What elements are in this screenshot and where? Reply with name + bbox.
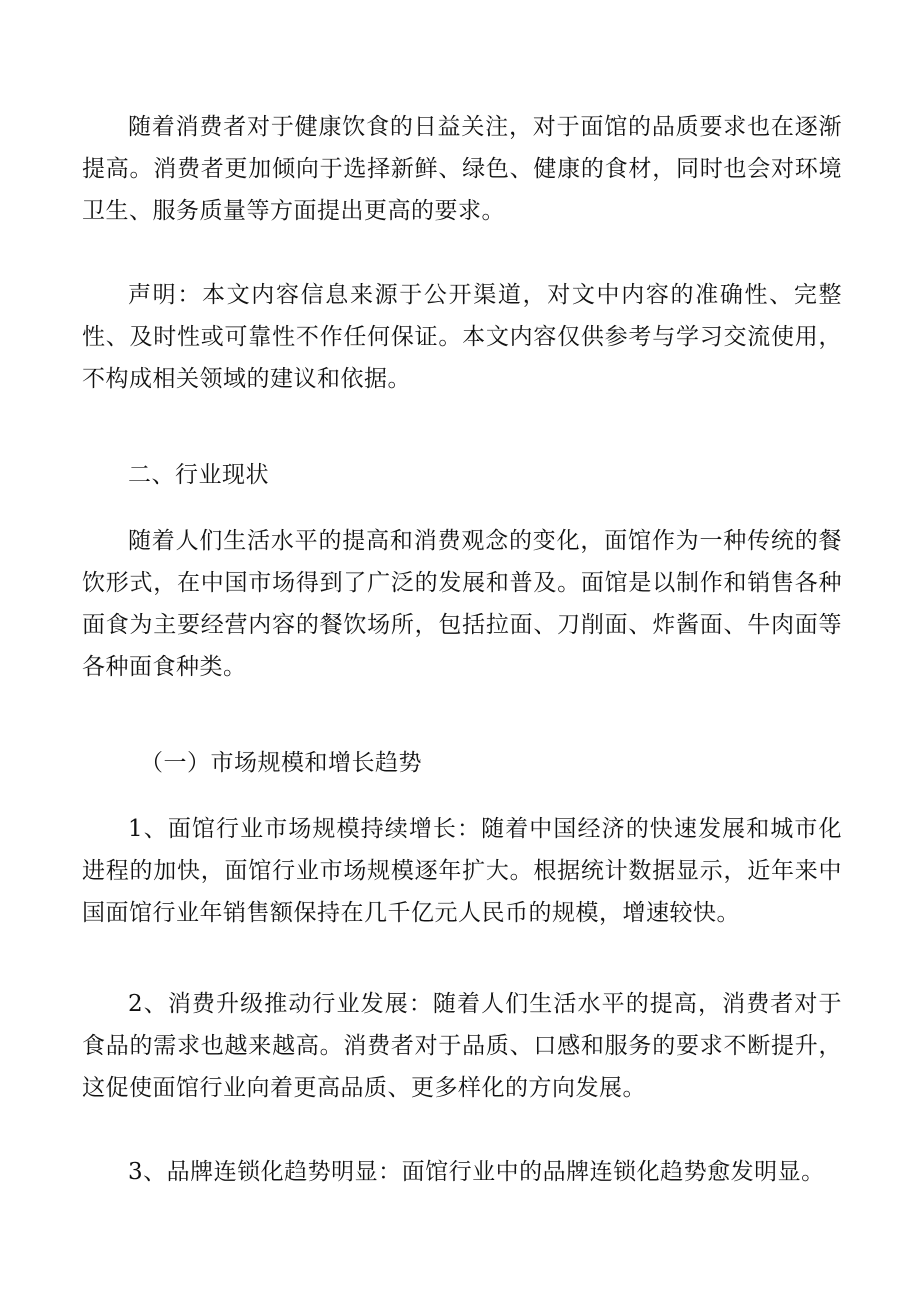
paragraph-market-growth: 1、面馆行业市场规模持续增长：随着中国经济的快速发展和城市化进程的加快，面馆行业市场规模逐年扩大。根据统计数据显示，近年来中国面馆行业年销售额保持在几千亿元人民币的规模，增速较快。 <box>82 816 842 926</box>
paragraph-consumption-upgrade: 2、消费升级推动行业发展：随着人们生活水平的提高，消费者对于食品的需求也越来越高。消费者对于品质、口感和服务的要求不断提升，这促使面馆行业向着更高品质、更多样化的方向发展。 <box>82 991 842 1101</box>
paragraph-disclaimer: 声明：本文内容信息来源于公开渠道，对文中内容的准确性、完整性、及时性或可靠性不作任何保证。本文内容仅供参考与学习交流使用，不构成相关领域的建议和依据。 <box>82 282 842 392</box>
subsection-heading: （一）市场规模和增长趋势 <box>140 750 422 776</box>
paragraph-brand-chain: 3、品牌连锁化趋势明显：面馆行业中的品牌连锁化趋势愈发明显。 <box>128 1159 825 1185</box>
paragraph-health-awareness: 随着消费者对于健康饮食的日益关注，对于面馆的品质要求也在逐渐提高。消费者更加倾向于选择新鲜、绿色、健康的食材，同时也会对环境卫生、服务质量等方面提出更高的要求。 <box>82 114 842 224</box>
section-heading: 二、行业现状 <box>128 462 269 488</box>
paragraph-industry-overview: 随着人们生活水平的提高和消费观念的变化，面馆作为一种传统的餐饮形式，在中国市场得到了广泛的发展和普及。面馆是以制作和销售各种面食为主要经营内容的餐饮场所，包括拉面、刀削面、炸酱面、牛肉面等各种面食种类。 <box>82 528 842 680</box>
